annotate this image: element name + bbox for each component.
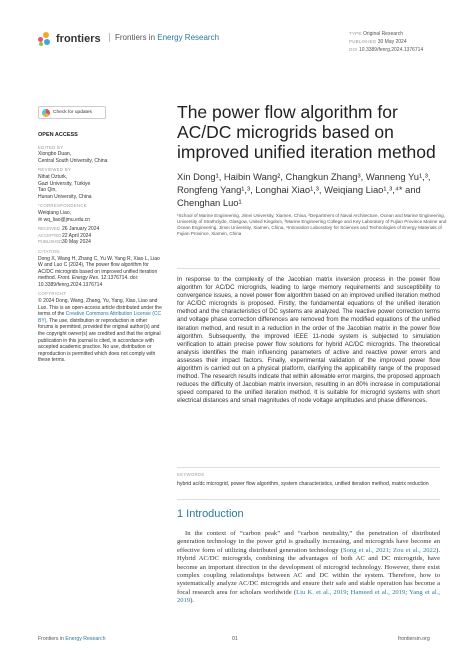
keywords-label: KEYWORDS — [177, 472, 205, 477]
article-type: Original Research — [362, 31, 403, 37]
introduction-paragraph: In the context of “carbon peak” and “carbon neutrality,” the penetration of distributed generation technology in the power grid is gradually increasing, and microgrids have become an effective form of utilizing distributed generation technology (Song et al., 2021; Zou et al., 2022). Hybrid AC/DC microgrids, combining the advantages of both AC and DC microgrids, have become an important direction in the development of microgrid technology. However, there exist complex coupling relationships between AC and DC within the system. Therefore, how to systematically analyze AC/DC microgrids and ensure their safe and stable operation has become a focal research area for scholars worldwide (Liu K. et al., 2019; Hameed et al., 2019; Yang et al., 2019). — [177, 530, 440, 605]
footer-site-link[interactable]: frontiersin.org — [398, 636, 430, 642]
citation-link[interactable]: Liu K. et al., 2019 — [296, 588, 347, 596]
footer-journal: Frontiers in Energy Research — [38, 636, 106, 642]
divider — [177, 467, 440, 468]
correspondence-email[interactable]: ✉ wq_liao@jmu.edu.cn — [38, 216, 91, 223]
page-number: 01 — [232, 636, 238, 642]
section-heading: 1 Introduction — [177, 508, 244, 520]
keywords: hybrid ac/dc microgrid, power flow algorithm, system characteristics, unified iteration method, matrix reduction — [177, 481, 429, 487]
citation-link[interactable]: Hameed et al., 2019 — [350, 588, 406, 596]
published-date: 30 May 2024 — [377, 39, 407, 45]
logo-text: frontiers — [56, 33, 101, 45]
frontiers-logo[interactable] — [38, 32, 101, 46]
citation-link[interactable]: Song et al., 2021 — [342, 546, 389, 554]
author-list: Xin Dong¹, Haibin Wang², Changkun Zhang³, Wanneng Yu¹,³, Rongfeng Yang¹,³, Longhai Xiao¹,³, Weiqiang Liao¹,³,⁴* and Chenghan Luo¹ — [177, 171, 431, 208]
license-link[interactable]: Creative Commons Attribution License (CC BY). — [38, 311, 162, 324]
citation: Dong X, Wang H, Zhang C, Yu W, Yang R, Xiao L, Liao W and Luo C (2024), The power flow algorithm for AC/DC microgrids based on improved unified iteration method. Front. Energy Res. 12:1376714. doi: 10.3389/fenrg.2024.1376714 — [38, 255, 160, 288]
frontiers-logo-icon — [38, 32, 52, 46]
abstract: In response to the complexity of the Jacobian matrix inversion process in the power flow algorithm for AC/DC microgrids, leading to large memory requirements and susceptibility to convergence issues, a novel power flow algorithm based on an improved unified iteration method for AC/DC microgrids is proposed. Firstly, the fundamental equations of the unified iteration method and the characteristics of DC systems are analyzed. The reactive power correction terms and voltage phase correction differences are removed from the modified equations of the unified iteration method, and result in a reduction in the order of the Jacobian matrix in the power flow algorithm. Subsequently, the improved IEEE 11-node system is subjected to simulation verification to attain precise power flow solutions for hybrid AC/DC microgrids. The theoretical analysis identifies the main influencing parameters of active and reactive power errors and assesses their impact factors. Finally, experimental validation of the improved power flow algorithm is carried out on a physical platform, clarifying the applicability range of the proposed method. The research results indicate that within allowable error margins, the proposed approach reduces the difficulty of Jacobian matrix inversion, resulting in an 80% increase in computational speed compared to the unified iteration method. It is suitable for microgrid systems with short electrical distances and small magnitudes of node voltage amplitudes and phase differences. — [177, 276, 440, 405]
article-sidebar: OPEN ACCESS EDITED BY Xiongbo Duan, Central South University, China REVIEWED BY Nihat Ozturk, Gazi University, Türkiye Tao Qin, Hunan University, China *CORRESPONDENCE Weiqiang Liao, ✉ wq_liao@jmu.edu.cn RECEIVED 26 January 2024 ACCEPTED 22 April 2024 PUBLISHED 30 May 2024 CITATION Dong X, Wang H, Zhang C, Yu W, Yang R, Xiao L, Liao W and Luo C (2024), The power flow algorithm for AC/DC microgrids based on improved unified iteration method. Front. Energy Res. 12:1376714. doi: 10.3389/fenrg.2024.1376714 COPYRIGHT © 2024 Dong, Wang, Zhang, Yu, Yang, Xiao, Liao and Luo. This is an open-access article distributed under the terms of the Creative Commons Attribution License (CC BY). The use, distribution or reproduction in other forums is permitted, provided the original author(s) and the copyright owner(s) are credited and that the original publication in this journal is cited, in accordance with accepted academic practice. No use, distribution or reproduction is permitted which does not comply with these terms. — [38, 132, 162, 364]
journal-name[interactable]: Frontiers in Energy Research — [109, 33, 219, 42]
copyright: © 2024 Dong, Wang, Zhang, Yu, Yang, Xiao, Liao and Luo. This is an open-access article distributed under the terms of the Creative Commons Attribution License (CC BY). The use, distribution or reproduction in other forums is permitted, provided the original author(s) and the copyright owner(s) are credited and that the original publication in this journal is cited, in accordance with accepted academic practice. No use, distribution or reproduction is permitted which does not comply with these terms. — [38, 298, 162, 364]
editors: Xiongbo Duan, Central South University, China — [38, 151, 108, 164]
article-dates: RECEIVED 26 January 2024 ACCEPTED 22 April 2024 PUBLISHED 30 May 2024 — [38, 226, 100, 246]
divider — [177, 268, 440, 269]
check-for-updates-button[interactable]: Check for updates — [38, 106, 106, 119]
correspondence: Weiqiang Liao, ✉ wq_liao@jmu.edu.cn — [38, 210, 162, 223]
article-meta: TYPE Original Research PUBLISHED 30 May 2024 DOI 10.3389/fenrg.2024.1376714 — [349, 31, 424, 53]
doi[interactable]: 10.3389/fenrg.2024.1376714 — [359, 47, 424, 53]
open-access-label: OPEN ACCESS — [38, 132, 78, 138]
citation-link[interactable]: Yang et al., 2019 — [177, 588, 440, 605]
crossmark-icon — [42, 109, 50, 117]
reviewers: Nihat Ozturk, Gazi University, Türkiye Tao Qin, Hunan University, China — [38, 173, 92, 200]
article-title: The power flow algorithm for AC/DC microgrids based on improved unified iteration method — [177, 102, 436, 162]
page-header — [38, 30, 438, 54]
affiliations: ¹School of Marine Engineering, Jimei University, Xiamen, China, ²Department of Naval Architecture, Ocean and Marine Engineering, University of Strathclyde, Glasgow, United Kingdom, ³Marine Engineering College and Key Laboratory of Fujian Province Marine and Ocean Engineering, Jimei University, Xiamen, China, ⁴Innovation Laboratory for Sciences and Technologies of Energy Materials of Fujian Province, Xiamen, China — [177, 213, 447, 236]
divider — [177, 499, 440, 500]
citation-link[interactable]: Zou et al., 2022 — [393, 546, 437, 554]
